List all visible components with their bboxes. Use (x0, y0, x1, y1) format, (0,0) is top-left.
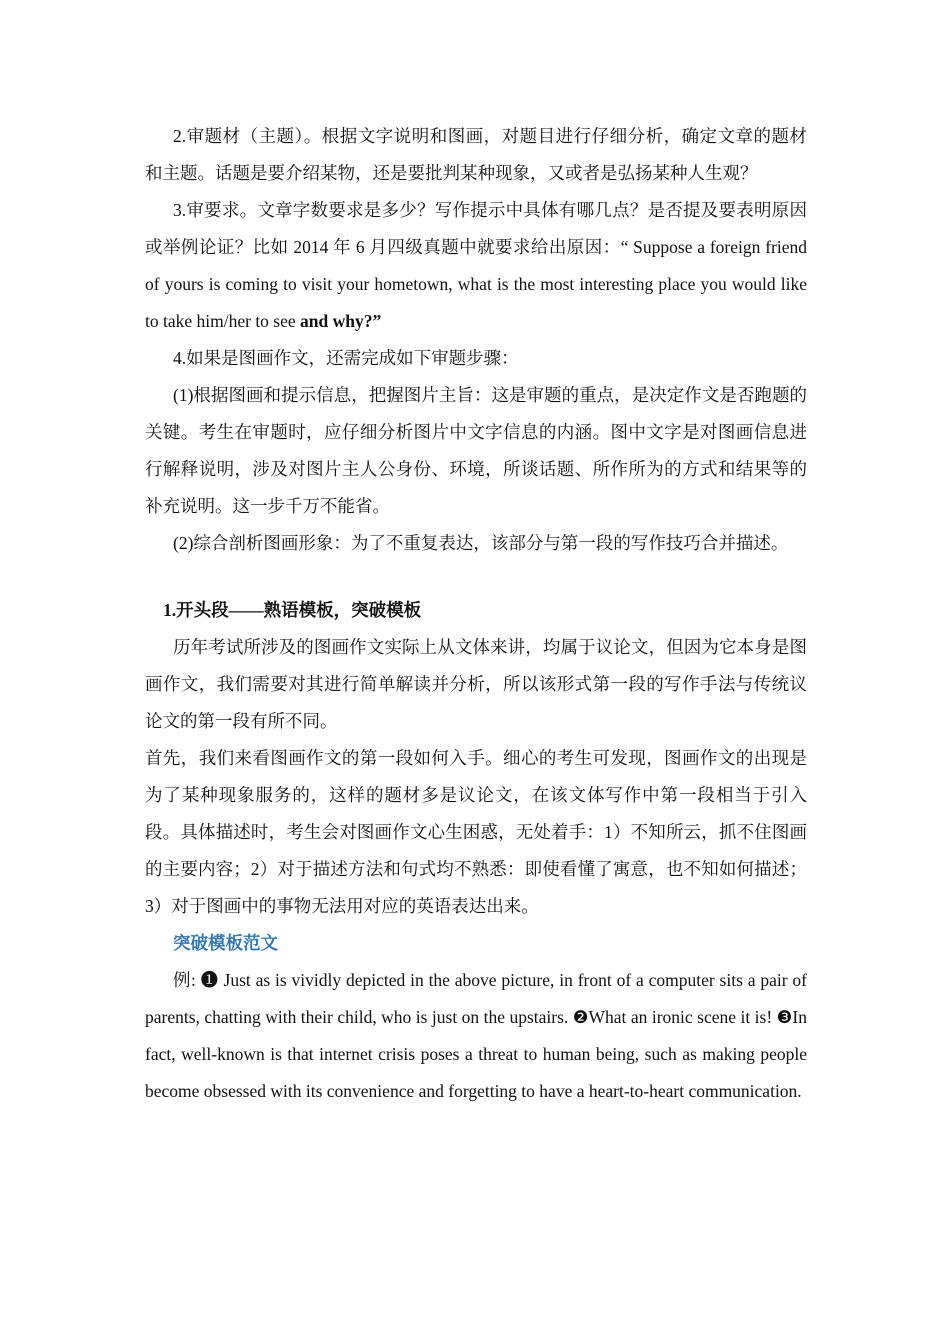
requirement-bold-text: and why?” (300, 311, 382, 331)
paragraph-step-1: (1)根据图画和提示信息，把握图片主旨：这是审题的重点，是决定作文是否跑题的关键。考生在审题时，应仔细分析图片中文字信息的内涵。图中文字是对图画信息进行解释说明，涉及对图片主人公身份、环境，所谈话题、所作所为的方式和结果等的补充说明。这一步千万不能省。 (145, 385, 807, 516)
section-spacer (145, 562, 807, 592)
paragraph-requirement-review (145, 192, 807, 340)
requirement-text: 3.审要求。文章字数要求是多少？写作提示中具体有哪几点？是否提及要表明原因或举例论证？比如 2014 年 6 月四级真题中就要求给出原因：“ Suppose a foreign friend of yours is coming to visit your hometown, what is the most interesting place you would like to take him/her to see (145, 200, 807, 331)
paragraph-step-2: (2)综合剖析图画形象：为了不重复表达，该部分与第一段的写作技巧合并描述。 (173, 533, 789, 553)
paragraph-first-step: 首先，我们来看图画作文的第一段如何入手。细心的考生可发现，图画作文的出现是为了某种现象服务的，这样的题材多是议论文，在该文体写作中第一段相当于引入段。具体描述时，考生会对图画作文心生困惑，无处着手：1）不知所云，抓不住图画的主要内容；2）对于描述方法和句式均不熟悉：即使看懂了寓意，也不知如何描述；3）对于图画中的事物无法用对应的英语表达出来。 (145, 748, 807, 916)
paragraph-topic-review: 2.审题材（主题）。根据文字说明和图画，对题目进行仔细分析，确定文章的题材和主题。话题是要介绍某物，还是要批判某种现象，又或者是弘扬某种人生观？ (145, 126, 807, 183)
paragraph-example: 例: ❶ Just as is vividly depicted in the above picture, in front of a computer sits a pair of parents, chatting with their child, who is just on the upstairs. ❷What an ironic scene it is! ❸In fact, well-known is that internet crisis poses a threat to human being, such as making people become obsessed with its convenience and forgetting to have a heart-to-heart communication. (145, 970, 807, 1101)
paragraph-intro: 历年考试所涉及的图画作文实际上从文体来讲，均属于议论文，但因为它本身是图画作文，我们需要对其进行简单解读并分析，所以该形式第一段的写作手法与传统议论文的第一段有所不同。 (145, 637, 807, 731)
document-body (145, 118, 807, 1110)
example-subheading: 突破模板范文 (173, 933, 278, 953)
section-heading: 1.开头段——熟语模板，突破模板 (163, 600, 422, 620)
paragraph-picture-steps: 4.如果是图画作文，还需完成如下审题步骤： (173, 348, 519, 368)
